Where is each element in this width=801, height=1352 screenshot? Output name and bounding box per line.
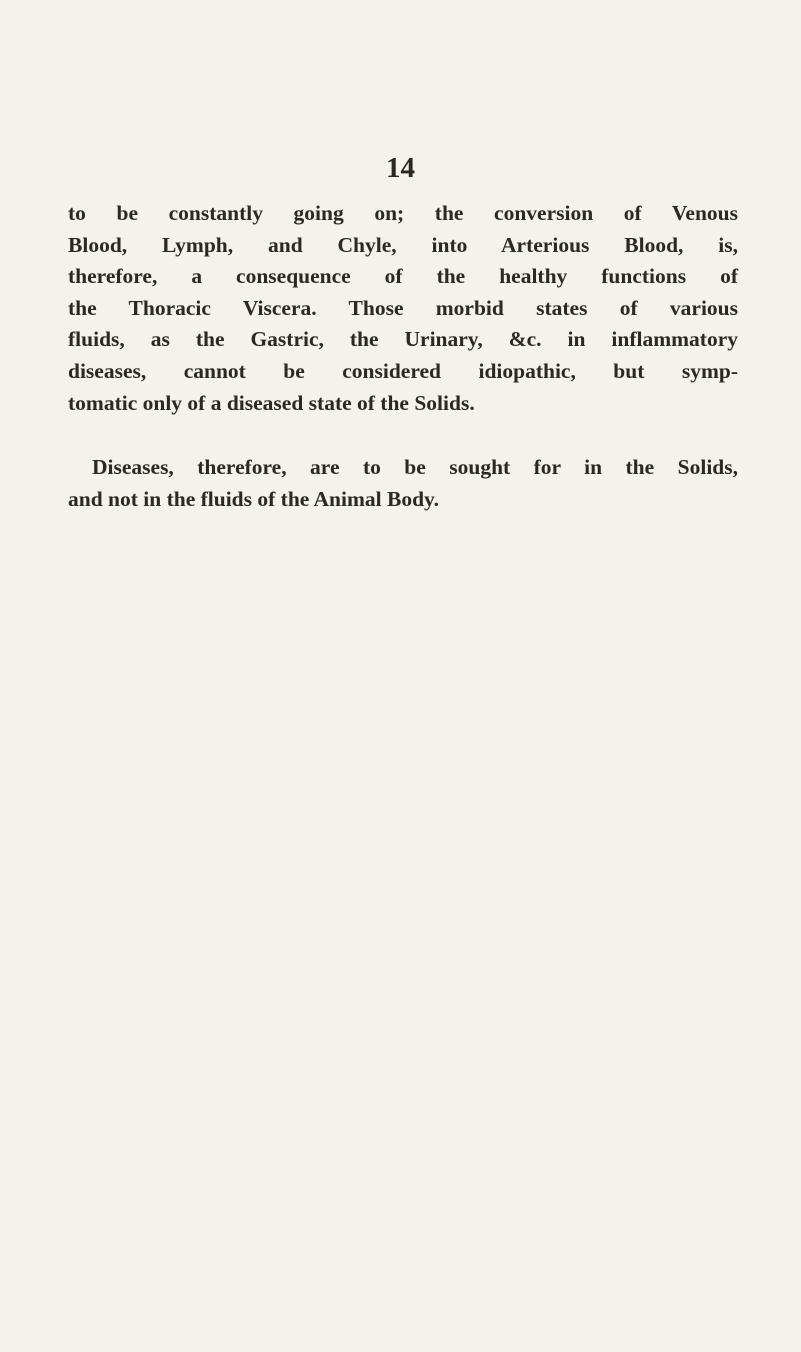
- text-line: Diseases, therefore, are to be sought for in the Solids,: [92, 455, 738, 479]
- text-line: therefore, a consequence of the healthy functions of: [68, 264, 738, 289]
- text-line: Blood, Lymph, and Chyle, into Arterious Blood, is,: [68, 232, 738, 257]
- text-line: tomatic only of a diseased state of the Solids.: [68, 390, 475, 415]
- text-line: to be constantly going on; the conversion of Venous: [68, 201, 738, 225]
- paragraph: [68, 452, 738, 515]
- text-line: fluids, as the Gastric, the Urinary, &c. in inflammatory: [68, 327, 738, 352]
- page-number: 14: [386, 152, 415, 184]
- text-line: and not in the fluids of the Animal Body.: [68, 486, 439, 511]
- text-line: the Thoracic Viscera. Those morbid states of various: [68, 295, 738, 320]
- text-line: diseases, cannot be considered idiopathic, but symp-: [68, 358, 738, 383]
- paragraph: [68, 198, 738, 419]
